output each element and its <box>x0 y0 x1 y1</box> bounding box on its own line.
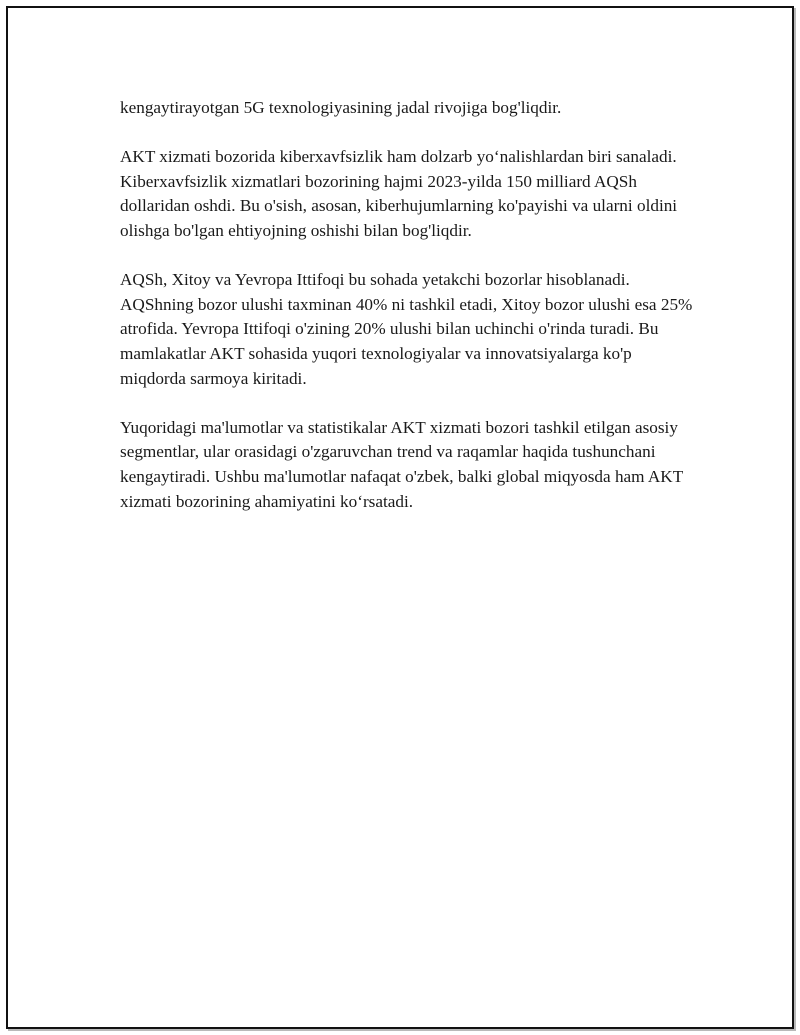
paragraph: AKT xizmati bozorida kiberxavfsizlik ham dolzarb yo‘nalishlardan biri sanaladi. Kiberxavfsizlik xizmatlari bozorining hajmi 2023-yilda 150 milliard AQSh dollaridan oshdi. Bu o'sish, asosan, kiberhujumlarning ko'payishi va ularni oldini olishga bo'lgan ehtiyojning oshishi bilan bog'liqdir. <box>120 147 678 240</box>
document-page <box>6 6 794 1029</box>
paragraph: AQSh, Xitoy va Yevropa Ittifoqi bu sohada yetakchi bozorlar hisoblanadi. AQShning bozor ulushi taxminan 40% ni tashkil etadi, Xitoy bozor ulushi esa 25% atrofida. Yevropa Ittifoqi o'zining 20% ulushi bilan uchinchi o'rinda turadi. Bu mamlakatlar AKT sohasida yuqori texnologiyalar va innovatsiyalarga ko'p miqdorda sarmoya kiritadi. <box>120 270 693 388</box>
paragraph: Yuqoridagi ma'lumotlar va statistikalar AKT xizmati bozori tashkil etilgan asosiy segmentlar, ular orasidagi o'zgaruvchan trend va raqamlar haqida tushunchani kengaytiradi. Ushbu ma'lumotlar nafaqat o'zbek, balki global miqyosda ham AKT xizmati bozorining ahamiyatini ko‘rsatadi. <box>120 417 683 511</box>
document-body <box>120 96 700 539</box>
paragraph: kengaytirayotgan 5G texnologiyasining jadal rivojiga bog'liqdir. <box>120 98 562 117</box>
